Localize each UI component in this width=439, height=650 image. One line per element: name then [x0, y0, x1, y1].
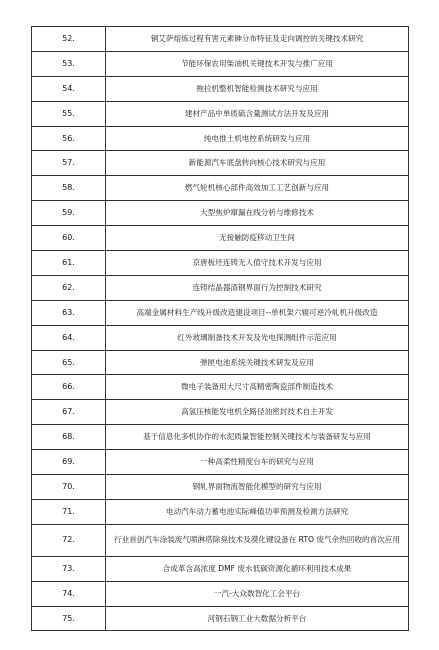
table-row	[32, 606, 409, 631]
table-row	[32, 76, 409, 101]
table-row	[32, 325, 409, 350]
row-number: 54.	[32, 76, 106, 101]
row-number: 62.	[32, 275, 106, 300]
project-name: 拖拉机整机智能检测技术研究与应用	[106, 76, 409, 101]
table-row	[32, 51, 409, 76]
table-row	[32, 101, 409, 126]
table-row	[32, 581, 409, 606]
project-name: 节能环保农用柴油机关键技术开发与推广应用	[106, 51, 409, 76]
project-name: 高端金属材料生产线升级改造建设项目--单机架六辊可逆冷轧机升级改造	[106, 300, 409, 325]
row-number: 64.	[32, 325, 106, 350]
row-number: 56.	[32, 126, 106, 151]
table-row	[32, 350, 409, 375]
project-name: 燃气轮机核心部件高效加工工艺创新与应用	[106, 176, 409, 201]
table-row	[32, 556, 409, 581]
project-name: 纯电推土机电控系统研发与应用	[106, 126, 409, 151]
row-number: 70.	[32, 475, 106, 500]
project-name: 大型焦炉窜漏在线分析与维修技术	[106, 201, 409, 226]
project-name: 无接触防疫移动卫生间	[106, 226, 409, 251]
table-row	[32, 425, 409, 450]
row-number: 75.	[32, 606, 106, 631]
table-row	[32, 524, 409, 556]
table-body	[32, 27, 409, 631]
project-name: 行业首创汽车涂装废气喷淋塔除臭技术及漠化键设备在 RTO 废气余热回收的首次应用	[106, 524, 409, 556]
row-number: 73.	[32, 556, 106, 581]
row-number: 53.	[32, 51, 106, 76]
project-name: 高氢压核能发电机全路径油密封技术自主开发	[106, 400, 409, 425]
project-list-table-container	[31, 26, 408, 631]
table-row	[32, 201, 409, 226]
row-number: 69.	[32, 450, 106, 475]
row-number: 61.	[32, 251, 106, 276]
table-row	[32, 499, 409, 524]
row-number: 65.	[32, 350, 106, 375]
row-number: 74.	[32, 581, 106, 606]
project-name: 钢轧界面物流智能化模型的研究与应用	[106, 475, 409, 500]
project-name: 连铸结晶器渣钢界面行为控制技术研究	[106, 275, 409, 300]
project-name: 京唐板坯连铸无人值守技术开发与应用	[106, 251, 409, 276]
row-number: 72.	[32, 524, 106, 556]
project-name: 一种高柔性精度台车的研究与应用	[106, 450, 409, 475]
row-number: 68.	[32, 425, 106, 450]
row-number: 67.	[32, 400, 106, 425]
project-name: 微电子装备用大尺寸高精密陶瓷部件制造技术	[106, 375, 409, 400]
row-number: 55.	[32, 101, 106, 126]
row-number: 59.	[32, 201, 106, 226]
project-name: 合成革含高浓度 DMF 废水低碳资源化循环利用技术成果	[106, 556, 409, 581]
project-name: 弹匣电池系统关键技术研发及应用	[106, 350, 409, 375]
project-name: 建材产品中单质硫含量测试方法开发及应用	[106, 101, 409, 126]
project-name: 红外玻璃制备技术开发及光电探测组件示范应用	[106, 325, 409, 350]
project-name: 铜艾萨熔炼过程有害元素砷分布特征及走向调控的关键技术研究	[106, 27, 409, 52]
table-row	[32, 126, 409, 151]
table-row	[32, 450, 409, 475]
row-number: 66.	[32, 375, 106, 400]
table-row	[32, 300, 409, 325]
project-name: 新能源汽车底盘转向核心技术研究与应用	[106, 151, 409, 176]
table-row	[32, 27, 409, 52]
row-number: 71.	[32, 499, 106, 524]
project-name: 一汽-大众数智化工会平台	[106, 581, 409, 606]
table-row	[32, 176, 409, 201]
project-list-table	[31, 26, 409, 631]
project-name: 电动汽车动力蓄电池实际峰值功率预测及检测方法研究	[106, 499, 409, 524]
row-number: 60.	[32, 226, 106, 251]
table-row	[32, 400, 409, 425]
table-row	[32, 275, 409, 300]
table-row	[32, 251, 409, 276]
row-number: 57.	[32, 151, 106, 176]
row-number: 58.	[32, 176, 106, 201]
table-row	[32, 226, 409, 251]
project-name: 河钢石钢工业大数据分析平台	[106, 606, 409, 631]
table-row	[32, 151, 409, 176]
row-number: 63.	[32, 300, 106, 325]
row-number: 52.	[32, 27, 106, 52]
table-row	[32, 375, 409, 400]
project-name: 基于信息化多机协作的水泥质量智能控制关键技术与装备研发与应用	[106, 425, 409, 450]
table-row	[32, 475, 409, 500]
